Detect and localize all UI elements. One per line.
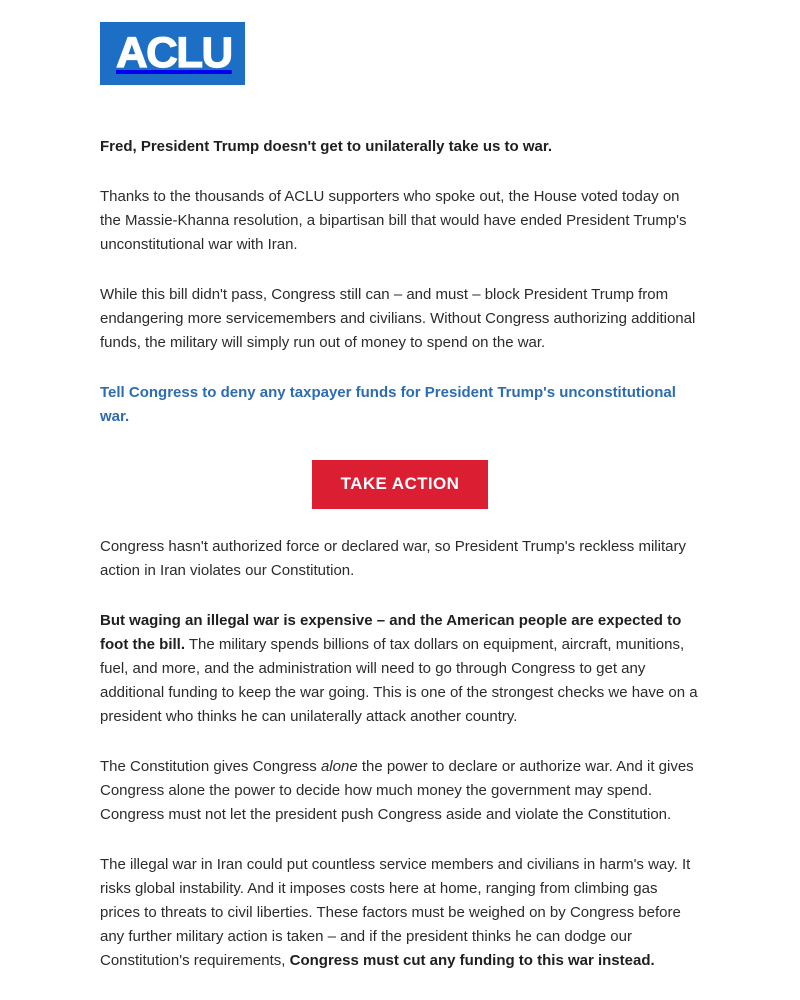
paragraph-constitution-italic-alone: alone — [320, 758, 358, 775]
logo-block — [100, 0, 700, 85]
paragraph-constitution-part1: The Constitution gives Congress — [100, 758, 321, 775]
paragraph-house-vote: Thanks to the thousands of ACLU supporters who spoke out, the House voted today on the Massie-Khanna resolution, a bipartisan bill that would have ended President Trump's unconstitutional war with Iran. — [100, 188, 687, 253]
take-action-button-row — [100, 429, 700, 509]
paragraph-constitution-part2: the power to declare or authorize war. And it gives Congress alone the power to decide how much money the government may spend. Congress must not let the president push Congress aside and violate the Constitution. — [100, 758, 694, 823]
email-content-column — [100, 0, 700, 973]
paragraph-war-expensive-rest: The military spends billions of tax dollars on equipment, aircraft, munitions, fuel, and more, and the administration will need to go through Congress to get any additional funding to keep the war going. This is one of the strongest checks we have on a president who thinks he can unilaterally attack another country. — [100, 636, 698, 725]
tell-congress-link[interactable]: Tell Congress to deny any taxpayer funds for President Trump's unconstitutional war. — [100, 384, 676, 425]
aclu-logo[interactable] — [100, 22, 245, 85]
paragraph-war-expensive — [100, 583, 700, 729]
paragraph-harm-costs-part1: The illegal war in Iran could put countless service members and civilians in harm's way. It risks global instability. And it imposes costs here at home, ranging from climbing gas prices to threats to civil liberties. These factors must be weighed on by Congress before any further military action is taken – and if the president thinks he can dodge our Constitution's requirements, — [100, 856, 691, 969]
email-headline: Fred, President Trump doesn't get to unilaterally take us to war. — [100, 138, 552, 155]
paragraph-constitution-alone — [100, 729, 700, 827]
take-action-button[interactable]: TAKE ACTION — [312, 460, 489, 509]
cta-link-paragraph — [100, 355, 700, 429]
paragraph-harm-costs — [100, 827, 700, 973]
paragraph-congress-block: While this bill didn't pass, Congress still can – and must – block President Trump from endangering more servicemembers and civilians. Without Congress authorizing additional funds, the military will simply run out of money to spend on the war. — [100, 286, 696, 351]
paragraph-harm-costs-bold-tail: Congress must cut any funding to this war instead. — [289, 952, 655, 969]
paragraph-unauthorized-force: Congress hasn't authorized force or declared war, so President Trump's reckless military action in Iran violates our Constitution. — [100, 538, 686, 579]
paragraph-war-expensive-lead: But waging an illegal war is expensive – and the American people are expected to foot the bill. — [100, 612, 682, 653]
aclu-logo-text: ACLU — [116, 29, 232, 77]
